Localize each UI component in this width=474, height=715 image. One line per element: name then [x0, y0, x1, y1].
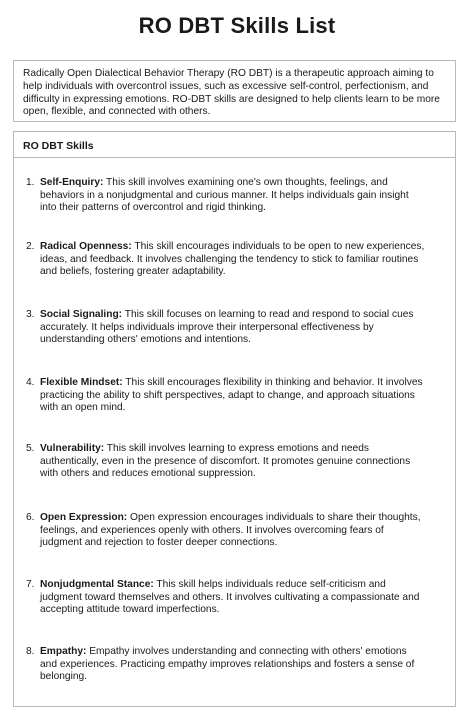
item-body [40, 646, 426, 684]
item-body [40, 177, 426, 215]
list-item [26, 646, 426, 684]
skill-name: Social Signaling: [40, 309, 123, 320]
intro-text: Radically Open Dialectical Behavior Therapy (RO DBT) is a therapeutic approach aiming to help individuals with overcontrol issues, such as excessive self-control, perfectionism, and difficulty in expressing emotions. RO-DBT skills are designed to help clients learn to be more open, flexible, and connected with others. [23, 68, 440, 118]
skill-name: Empathy: [40, 646, 87, 657]
item-body [40, 241, 426, 279]
item-number: 1. [26, 177, 35, 188]
skills-header: RO DBT Skills [14, 132, 455, 158]
list-item [26, 177, 426, 215]
list-item [26, 579, 426, 617]
item-body [40, 309, 426, 347]
skill-name: Open Expression: [40, 512, 128, 523]
list-item [26, 443, 426, 481]
skill-description: This skill helps individuals reduce self-criticism and judgment toward themselves and others. It involves cultivating a compassionate and accepting attitude toward imperfections. [40, 579, 420, 616]
item-number: 6. [26, 512, 35, 523]
item-body [40, 579, 426, 617]
skill-name: Self-Enquiry: [40, 177, 104, 188]
list-item [26, 377, 426, 415]
item-number: 7. [26, 579, 35, 590]
item-number: 2. [26, 241, 35, 252]
skill-name: Flexible Mindset: [40, 377, 123, 388]
skill-description: Open expression encourages individuals to share their thoughts, feelings, and experiences openly with others. It involves overcoming fears of judgment and rejection to foster deeper connections. [40, 512, 421, 549]
skill-name: Nonjudgmental Stance: [40, 579, 154, 590]
skill-description: This skill encourages individuals to be open to new experiences, ideas, and feedback. It involves challenging the tendency to stick to familiar routines and beliefs, fostering greater adaptability. [40, 241, 425, 278]
item-body [40, 443, 426, 481]
list-item [26, 241, 426, 279]
item-number: 4. [26, 377, 35, 388]
skill-name: Vulnerability: [40, 443, 105, 454]
skill-description: This skill involves examining one's own thoughts, feelings, and behaviors in a nonjudgmental and curious manner. It helps individuals gain insight into their patterns of overcontrol and rigid thinking. [40, 177, 409, 214]
skills-box [13, 131, 456, 707]
item-body [40, 512, 426, 550]
intro-box [13, 60, 456, 122]
skill-description: This skill focuses on learning to read and respond to social cues accurately. It helps individuals improve their interpersonal effectiveness by understanding others' emotions and intentions. [40, 309, 414, 346]
item-number: 3. [26, 309, 35, 320]
item-number: 8. [26, 646, 35, 657]
page-title: RO DBT Skills List [138, 13, 336, 38]
skill-description: Empathy involves understanding and connecting with others' emotions and experiences. Practicing empathy improves relationships and fosters a sense of belonging. [40, 646, 415, 683]
item-body [40, 377, 426, 415]
skill-description: This skill involves learning to express emotions and needs authentically, even in the presence of discomfort. It promotes genuine connections with others and reduces emotional suppression. [40, 443, 411, 480]
item-number: 5. [26, 443, 35, 454]
list-item [26, 309, 426, 347]
skill-name: Radical Openness: [40, 241, 132, 252]
list-item [26, 512, 426, 550]
skill-description: This skill encourages flexibility in thinking and behavior. It involves practicing the ability to shift perspectives, adapt to change, and approach situations with an open mind. [40, 377, 423, 414]
